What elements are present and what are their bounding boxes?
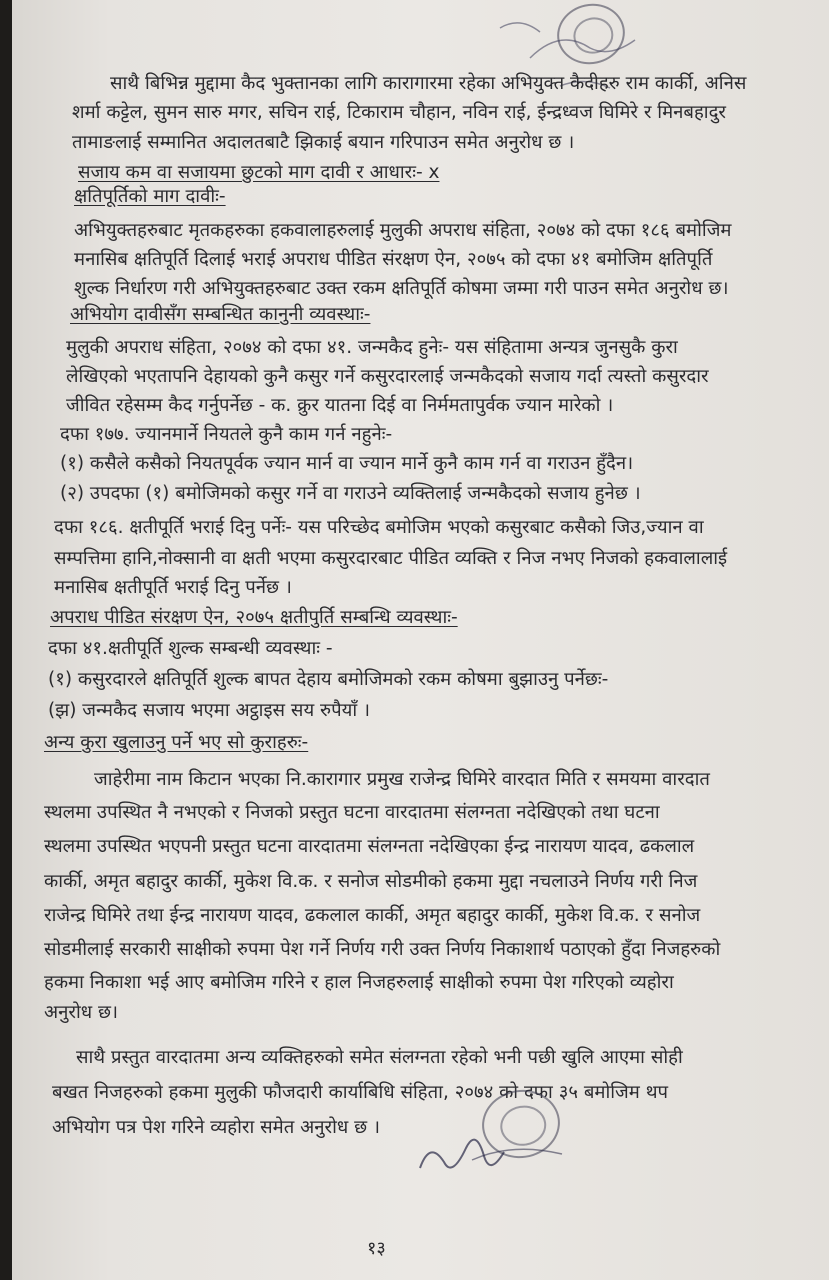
text-line: बखत निजहरुको हकमा मुलुकी फौजदारी कार्याबिधि संहिता, २०७४ को दफा ३५ बमोजिम थप [52, 1082, 669, 1103]
heading-other-matters: अन्य कुरा खुलाउनु पर्ने भए सो कुराहरुः- [44, 732, 309, 753]
heading-legal-provisions: अभियोग दावीसँग सम्बन्धित कानुनी व्यवस्थाः- [70, 304, 371, 325]
text-line: मनासिब क्षतीपूर्ति भराई दिनु पर्नेछ । [54, 577, 292, 598]
text-line: स्थलमा उपस्थित नै नभएको र निजको प्रस्तुत घटना वारदातमा संलग्नता नदेखिएको तथा घटना [44, 802, 660, 823]
text-line: मुलुकी अपराध संहिता, २०७४ को दफा ४१. जन्मकैद हुनेः- यस संहितामा अन्यत्र जुनसुकै कुरा [66, 337, 678, 358]
text-line: सम्पत्तिमा हानि,नोक्सानी वा क्षती भएमा कसुरदारबाट पीडित व्यक्ति र निज नभए निजको हकवालालाई [54, 548, 728, 569]
text-line: अनुरोध छ। [44, 1002, 118, 1023]
signature [412, 1120, 612, 1234]
text-line: हकमा निकाशा भई आए बमोजिम गरिने र हाल निजहरुलाई साक्षीको रुपमा पेश गरिएको व्यहोरा [44, 972, 674, 993]
text-line: लेखिएको भएतापनि देहायको कुनै कसुर गर्ने कसुरदारलाई जन्मकैदको सजाय गर्दा त्यस्तो कसुरदार [66, 366, 709, 387]
heading-sentence-reduction: सजाय कम वा सजायमा छुटको माग दावी र आधारः- x [78, 162, 440, 183]
heading-compensation-claim: क्षतिपूर्तिको माग दावीः- [74, 186, 226, 207]
text-line: शर्मा कट्टेल, सुमन सारु मगर, सचिन राई, टिकाराम चौहान, नविन राई, ईन्द्रध्वज घिमिरे र मिनबहादुर [72, 102, 726, 123]
text-line: तामाङलाई सम्मानित अदालतबाटै झिकाई बयान गरिपाउन समेत अनुरोध छ । [72, 132, 575, 153]
heading-section-177: दफा १७७. ज्यानमार्ने नियतले कुनै काम गर्न नहुनेः- [60, 424, 393, 445]
text-line: जाहेरीमा नाम किटान भएका नि.कारागार प्रमुख राजेन्द्र घिमिरे वारदात मिति र समयमा वारदात [94, 769, 710, 790]
page-number: १३ [367, 1238, 386, 1259]
text-line: अभियुक्तहरुबाट मृतकहरुका हकवालाहरुलाई मुलुकी अपराध संहिता, २०७४ को दफा १८६ बमोजिम [74, 220, 732, 241]
text-line: राजेन्द्र घिमिरे तथा ईन्द्र नारायण यादव, ढकलाल कार्की, अमृत बहादुर कार्की, मुकेश वि.क. र सनोज [44, 905, 701, 926]
text-line: साथै बिभिन्न मुद्दामा कैद भुक्तानका लागि कारागारमा रहेका अभियुक्त कैदीहरु राम कार्की, अनिस [110, 73, 747, 94]
text-line: (२) उपदफा (१) बमोजिमको कसुर गर्ने वा गराउने व्यक्तिलाई जन्मकैदको सजाय हुनेछ । [60, 483, 641, 504]
text-line: सोडमीलाई सरकारी साक्षीको रुपमा पेश गर्ने निर्णय गरी उक्त निर्णय निकाशार्थ पठाएको हुँदा निजहरुको [44, 939, 721, 960]
text-line: साथै प्रस्तुत वारदातमा अन्य व्यक्तिहरुको समेत संलग्नता रहेको भनी पछी खुलि आएमा सोही [76, 1047, 683, 1068]
text-line: कार्की, अमृत बहादुर कार्की, मुकेश वि.क. र सनोज सोडमीको हकमा मुद्दा नचलाउने निर्णय गरी निज [44, 871, 698, 892]
text-line: स्थलमा उपस्थित भएपनी प्रस्तुत घटना वारदातमा संलग्नता नदेखिएका ईन्द्र नारायण यादव, ढकलाल [44, 836, 695, 857]
heading-victim-protection-act: अपराध पीडित संरक्षण ऐन, २०७५ क्षतीपुर्ति सम्बन्धि व्यवस्थाः- [50, 607, 458, 628]
text-line: मनासिब क्षतिपूर्ति दिलाई भराई अपराध पीडित संरक्षण ऐन, २०७५ को दफा ४१ बमोजिम क्षतिपूर्ति [74, 249, 713, 270]
text-line: दफा १८६. क्षतीपूर्ति भराई दिनु पर्नेः- यस परिच्छेद बमोजिम भएको कसुरबाट कसैको जिउ,ज्यान वा [54, 517, 704, 538]
text-line: अभियोग पत्र पेश गरिने व्यहोरा समेत अनुरोध छ । [52, 1117, 381, 1138]
text-line: (१) कसुरदारले क्षतिपूर्ति शुल्क बापत देहाय बमोजिमको रकम कोषमा बुझाउनु पर्नेछः- [48, 669, 609, 690]
text-line: (झ) जन्मकैद सजाय भएमा अट्ठाइस सय रुपैयाँ । [48, 700, 371, 721]
text-line: (१) कसैले कसैको नियतपूर्वक ज्यान मार्न वा ज्यान मार्ने कुनै काम गर्न वा गराउन हुँदैन। [60, 453, 634, 474]
text-line: शुल्क निर्धारण गरी अभियुक्तहरुबाट उक्त रकम क्षतिपूर्ति कोषमा जम्मा गरी पाउन समेत अनुरोध छ। [74, 278, 729, 299]
text-line: दफा ४१.क्षतीपूर्ति शुल्क सम्बन्धी व्यवस्थाः - [48, 638, 333, 659]
text-line: जीवित रहेसम्म कैद गर्नुपर्नेछ - क. क्रुर यातना दिई वा निर्ममतापुर्वक ज्यान मारेको । [66, 395, 614, 416]
document-page [12, 0, 829, 1280]
